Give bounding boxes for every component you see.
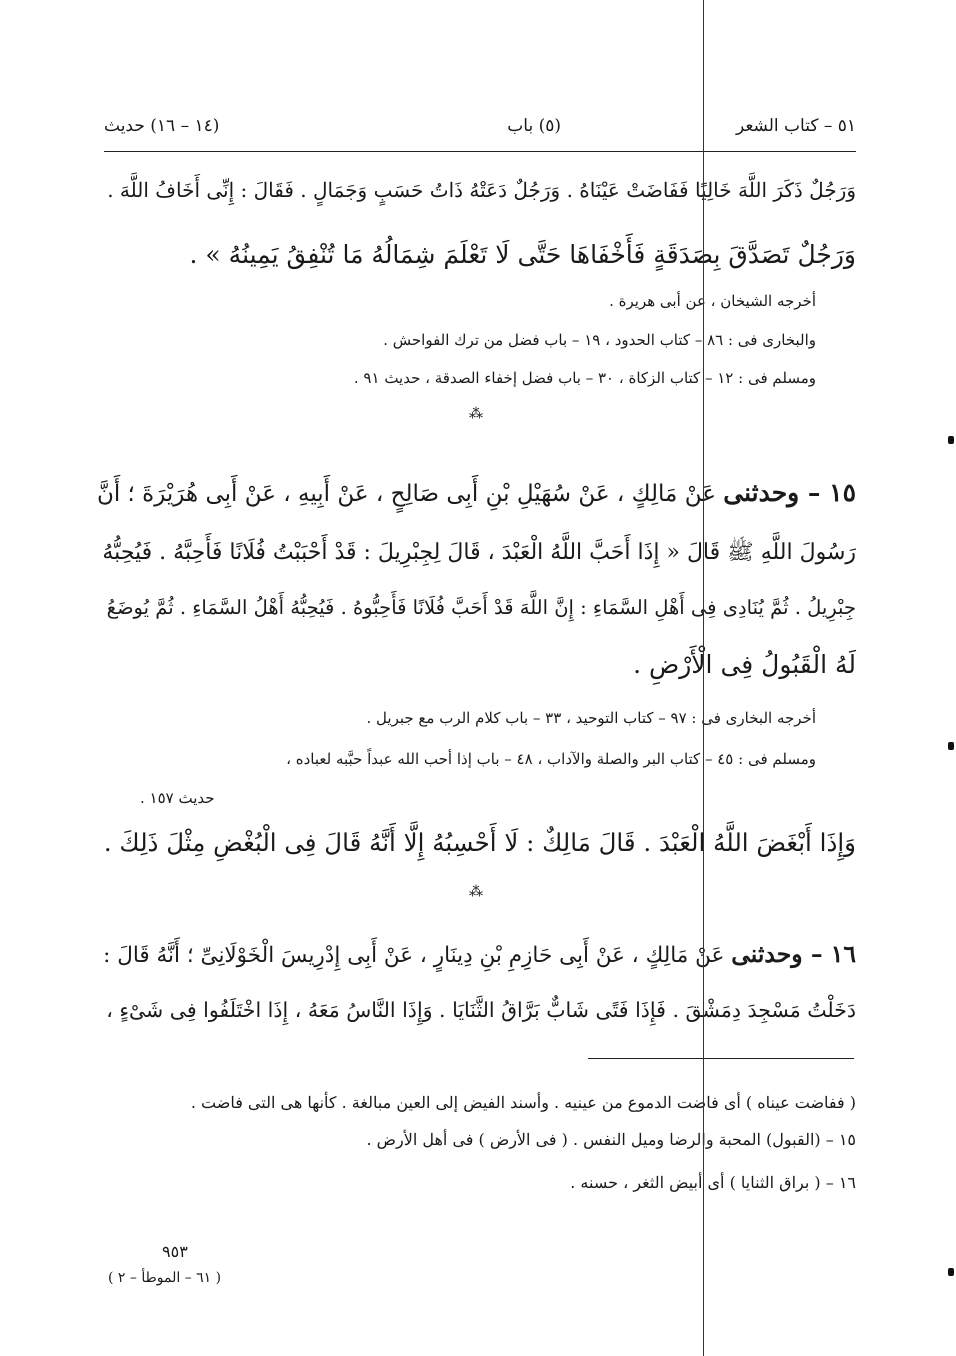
signature-mark: ( ٦١ – الموطأ – ٢ ): [108, 1270, 222, 1286]
footnote-2: ١٥ – (القبول) المحبة والرضا وميل النفس . ( فى الأرض ) فى أهل الأرض .: [366, 1130, 856, 1149]
header-rule: [104, 151, 856, 152]
running-header: [104, 112, 856, 146]
hadith15-line1: [97, 478, 856, 507]
page-number: ٩٥٣: [162, 1242, 188, 1261]
scan-dot: [948, 1268, 954, 1276]
footnote-1: ( ففاضت عيناه ) أى فاضت الدموع من عينيه . وأسند الفيض إلى العين مبالغة . كأنها هى التى فاضت .: [190, 1093, 856, 1112]
hadith16-line2: دَخَلْتُ مَسْجِدَ دِمَشْقَ . فَإِذَا فَتًى شَابٌّ بَرَّاقُ الثَّنَايَا . وَإِذَا النَّاسُ مَعَهُ ، إِذَا اخْتَلَفُوا فِى شَىْءٍ ،: [106, 998, 856, 1022]
hadith15-line5: وَإِذَا أَبْغَضَ اللَّهُ الْعَبْدَ . قَالَ مَالِكٌ : لَا أَحْسِبُهُ إِلَّا أَنَّهُ قَالَ فِى الْبُغْضِ مِثْلَ ذَلِكَ .: [103, 828, 856, 857]
hadith14-line1: وَرَجُلٌ ذَكَرَ اللَّهَ خَالِيًا فَفَاضَتْ عَيْنَاهُ . وَرَجُلٌ دَعَتْهُ ذَاتُ حَسَبٍ وَجَمَالٍ . فَقَالَ : إِنِّى أَخَافُ اللَّهَ .: [107, 178, 856, 202]
section-divider-stars-2: ⁂: [469, 884, 483, 900]
hadith15-source1: أخرجه البخارى فى : ٩٧ – كتاب التوحيد ، ٣٣ – باب كلام الرب مع جبريل .: [366, 709, 816, 727]
hadith15-source3: حديث ١٥٧ .: [140, 789, 215, 807]
hadith14-line2: وَرَجُلٌ تَصَدَّقَ بِصَدَقَةٍ فَأَخْفَاهَا حَتَّى لَا تَعْلَمَ شِمَالُهُ مَا تُنْفِقُ يَمِينُهُ » .: [189, 240, 856, 269]
hadith15-number: ١٥ – وحدثنى: [723, 478, 856, 507]
footnote-3: ١٦ – ( براق الثنايا ) أى أبيض الثغر ، حسنه .: [570, 1173, 856, 1192]
scan-crease-line: [703, 0, 704, 1356]
section-divider-stars: ⁂: [469, 406, 483, 422]
scan-dot: [948, 742, 954, 750]
hadith15-text1: عَنْ مَالِكٍ ، عَنْ سُهَيْلِ بْنِ أَبِى صَالِحٍ ، عَنْ أَبِيهِ ، عَنْ أَبِى هُرَيْرَةَ ؛ أَنَّ: [96, 481, 716, 507]
header-book-title: ٥١ – كتاب الشعر: [735, 116, 856, 136]
footnote-rule: [588, 1058, 854, 1059]
hadith14-source3: ومسلم فى : ١٢ – كتاب الزكاة ، ٣٠ – باب فضل إخفاء الصدقة ، حديث ٩١ .: [353, 369, 816, 387]
hadith16-number: ١٦ – وحدثنى: [731, 940, 856, 968]
scan-dot: [948, 436, 954, 444]
header-hadith-range: (١٤ – ١٦) حديث: [104, 116, 220, 136]
hadith14-source2: والبخارى فى : ٨٦ – كتاب الحدود ، ١٩ – باب فضل من ترك الفواحش .: [383, 331, 816, 349]
hadith16-line1: [103, 940, 856, 968]
hadith15-line4: لَهُ الْقَبُولُ فِى الْأَرْضِ .: [633, 650, 856, 679]
hadith14-source1: أخرجه الشيخان ، عن أبى هريرة .: [609, 292, 816, 310]
header-bab: (٥) باب: [507, 116, 561, 136]
hadith16-text1: عَنْ مَالِكٍ ، عَنْ أَبِى حَازِمِ بْنِ دِينَارٍ ، عَنْ أَبِى إِدْرِيسَ الْخَوْلَانِىِّ ؛ أَنَّهُ قَالَ :: [103, 943, 725, 968]
hadith15-line3: جِبْرِيلُ . ثُمَّ يُنَادِى فِى أَهْلِ السَّمَاءِ : إِنَّ اللَّهَ قَدْ أَحَبَّ فُلَانًا فَأَحِبُّوهُ . فَيُحِبُّهُ أَهْلُ السَّمَاءِ . ثُمَّ يُوضَعُ: [106, 596, 856, 619]
hadith15-line2: رَسُولَ اللَّهِ ﷺ قَالَ « إِذَا أَحَبَّ اللَّهُ الْعَبْدَ ، قَالَ لِجِبْرِيلَ : قَدْ أَحْبَبْتُ فُلَانًا فَأَحِبَّهُ . فَيُحِبُّهُ: [102, 540, 856, 565]
hadith15-source2: ومسلم فى : ٤٥ – كتاب البر والصلة والآداب ، ٤٨ – باب إذا أحب الله عبداً حبَّبه لعباده ،: [286, 750, 816, 768]
